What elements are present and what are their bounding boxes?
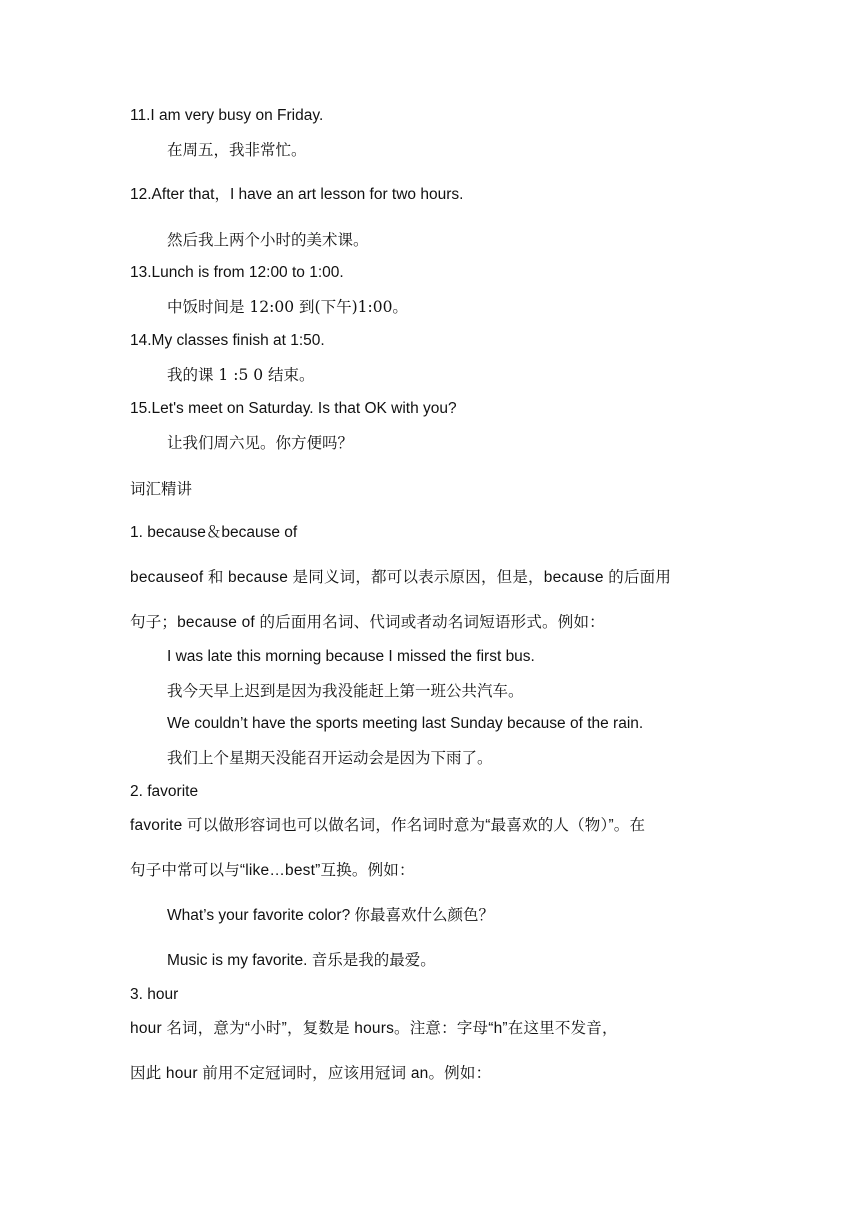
- vocab-item-2-explanation-line-1: favorite 可以做形容词也可以做名词，作名词时意为“最喜欢的人（物）”。在: [130, 817, 646, 834]
- sentence-12-en: 12.After that，I have an art lesson for two hours.: [130, 186, 464, 203]
- vocab-item-2-example-1: What’s your favorite color? 你最喜欢什么颜色？: [167, 907, 495, 924]
- vocab-item-2-example-2: Music is my favorite. 音乐是我的最爱。: [167, 952, 436, 969]
- vocab-item-1-example-4: 我们上个星期天没能召开运动会是因为下雨了。: [167, 749, 493, 767]
- vocab-item-1-explanation-line-2: 句子；because of 的后面用名词、代词或者动名词短语形式。例如：: [130, 614, 605, 631]
- vocab-item-3-title: 3. hour: [130, 986, 179, 1003]
- sentence-15-zh: 让我们周六见。你方便吗？: [167, 434, 354, 452]
- sentence-13-en: 13.Lunch is from 12:00 to 1:00.: [130, 264, 344, 281]
- sentence-15-en: 15.Let's meet on Saturday. Is that OK with you?: [130, 400, 457, 417]
- vocab-item-1-example-3: We couldn’t have the sports meeting last Sunday because of the rain.: [167, 715, 644, 732]
- vocab-item-3-explanation-line-1: hour 名词，意为“小时”，复数是 hours。注意：字母“h”在这里不发音，: [130, 1020, 618, 1037]
- sentence-14-en: 14.My classes finish at 1:50.: [130, 332, 325, 349]
- sentence-11-en: 11.I am very busy on Friday.: [130, 107, 324, 124]
- sentence-11-zh: 在周五，我非常忙。: [167, 141, 307, 159]
- sentence-14-zh: 我的课 1 :5 0 结束。: [167, 366, 315, 384]
- vocab-heading: 词汇精讲: [130, 480, 193, 498]
- sentence-13-zh: 中饭时间是 12:00 到(下午)1:00。: [167, 298, 408, 316]
- vocab-item-1-example-2: 我今天早上迟到是因为我没能赶上第一班公共汽车。: [167, 682, 524, 700]
- vocab-item-1-example-1: I was late this morning because I missed the first bus.: [167, 648, 535, 665]
- vocab-item-3-explanation-line-2: 因此 hour 前用不定冠词时，应该用冠词 an。例如：: [130, 1065, 492, 1082]
- vocab-item-2-explanation-line-2: 句子中常可以与“like…best”互换。例如：: [130, 862, 415, 879]
- sentence-12-zh: 然后我上两个小时的美术课。: [167, 231, 369, 249]
- vocab-item-1-title: 1. because＆because of: [130, 524, 298, 541]
- vocab-item-2-title: 2. favorite: [130, 783, 199, 800]
- vocab-item-1-explanation-line-1: becauseof 和 because 是同义词，都可以表示原因，但是，because 的后面用: [130, 569, 672, 586]
